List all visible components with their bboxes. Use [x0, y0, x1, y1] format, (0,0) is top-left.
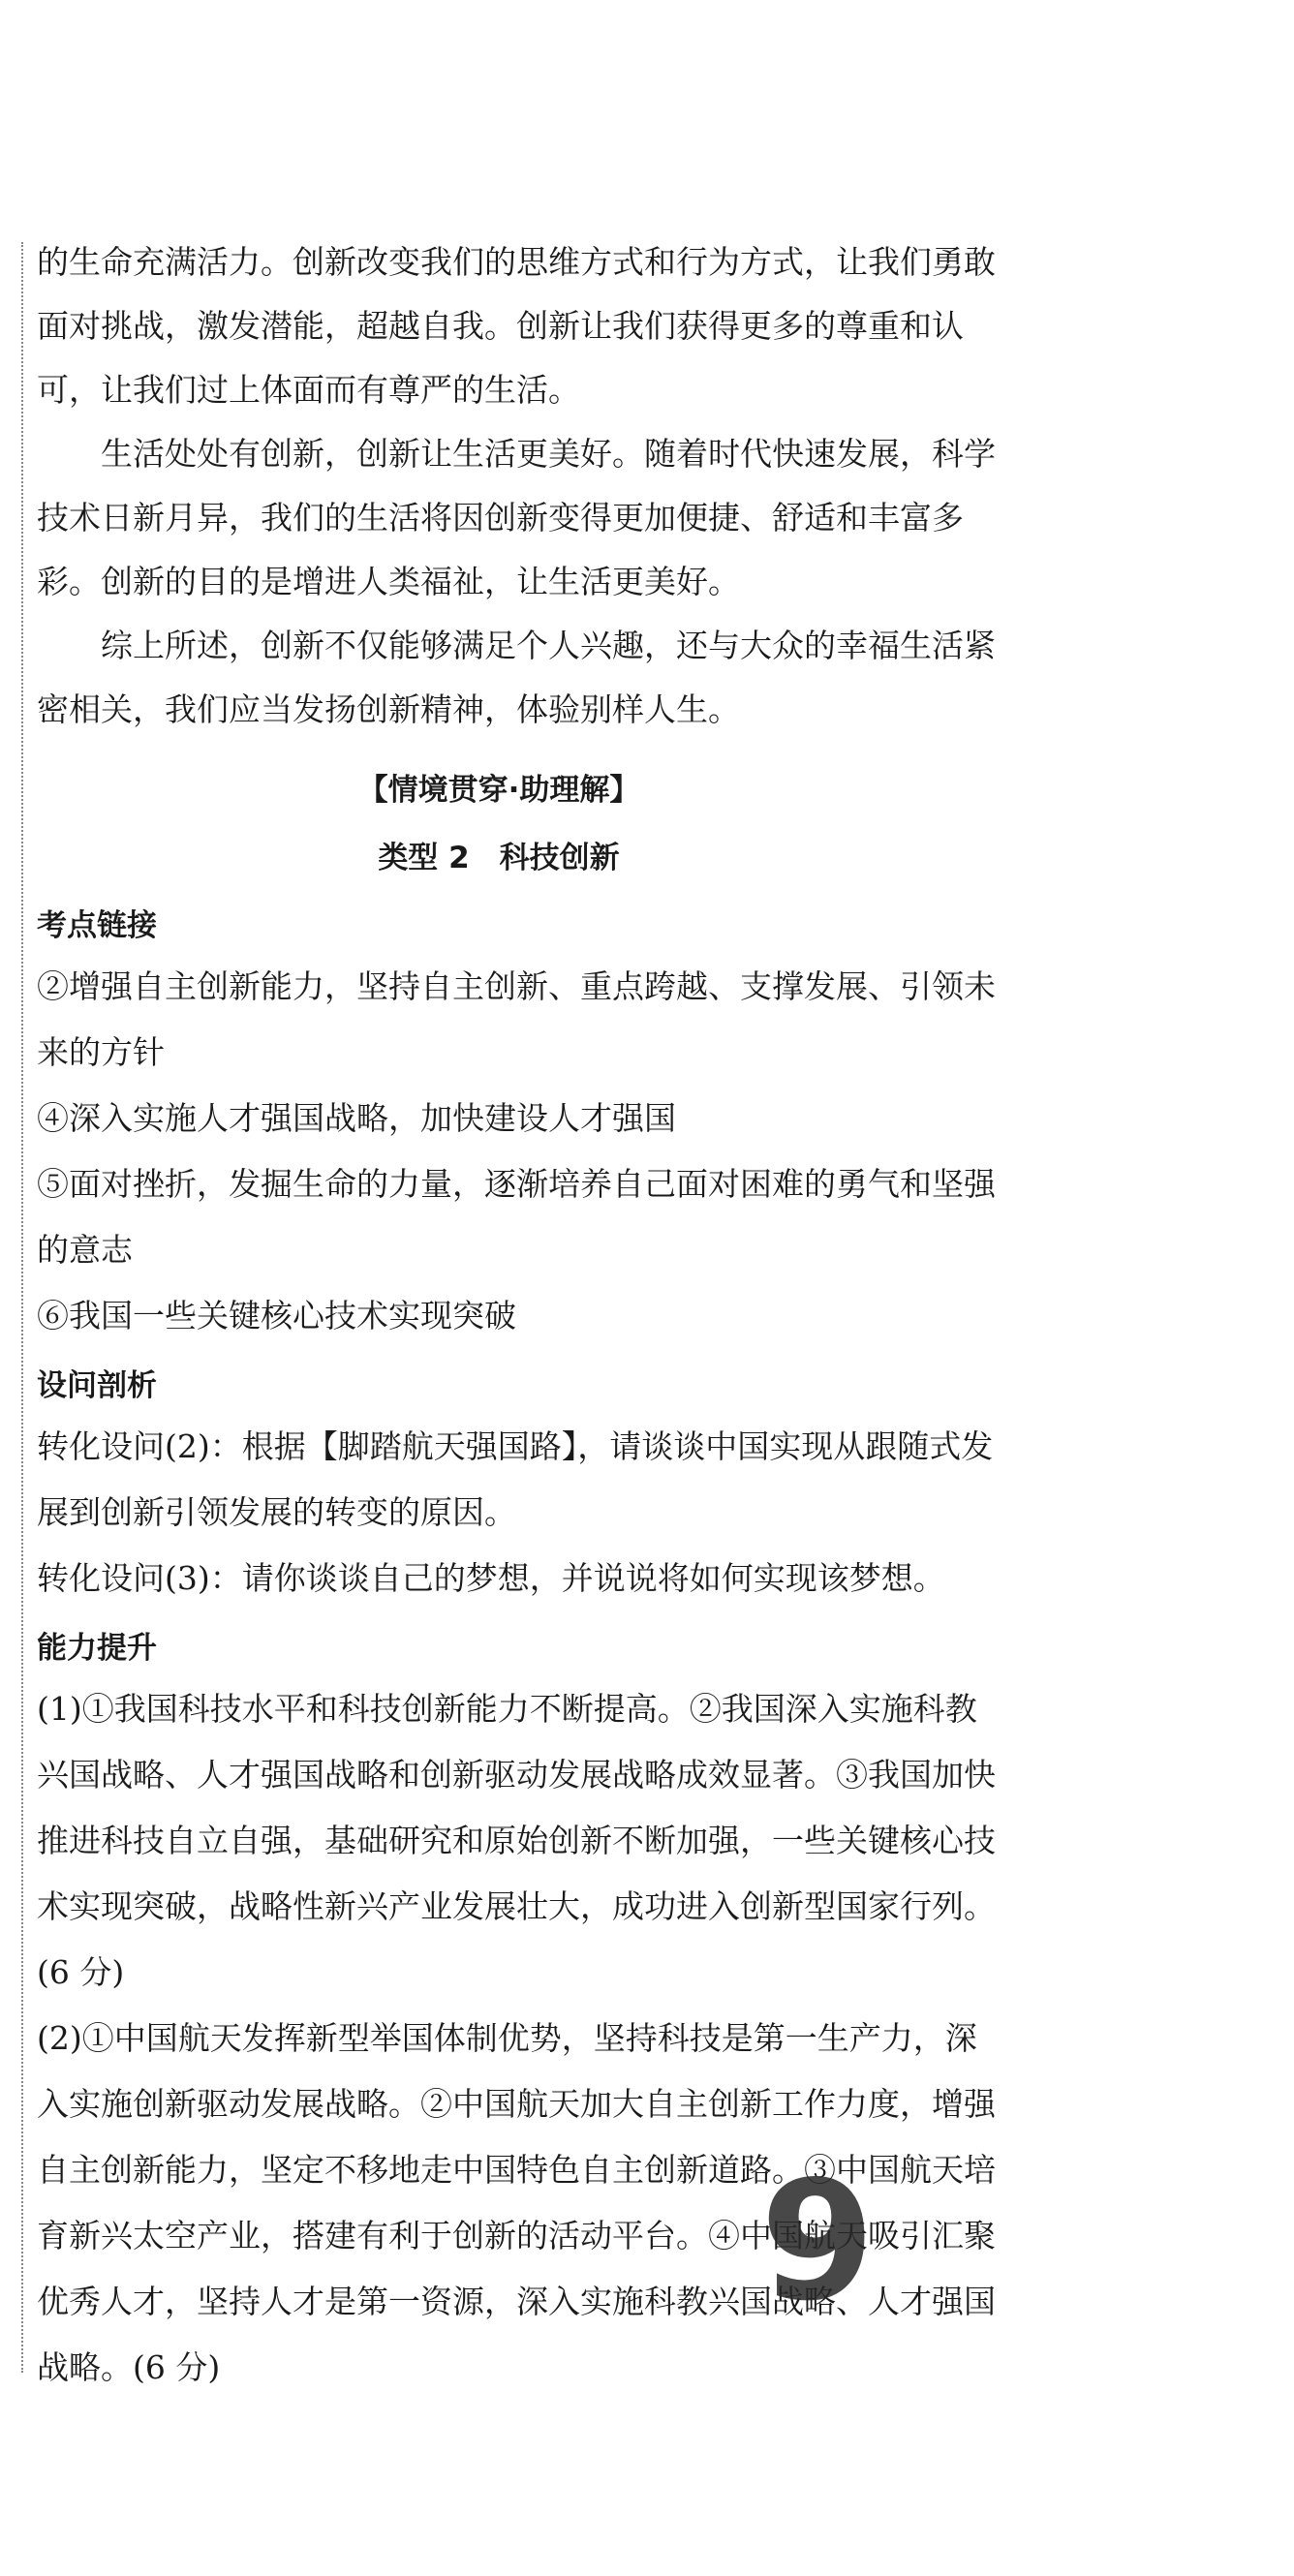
nengli-item-1: (1)①我国科技水平和科技创新能力不断提高。②我国深入实施科教兴国战略、人才强国战略和创新驱动发展战略成效显著。③我国加快推进科技自立自强，基础研究和原始创新不断加强，一些关键核心技术实现突破，战略性新兴产业发展壮大，成功进入创新型国家行列。(6 分): [37, 1690, 996, 1991]
nengli-item-2: (2)①中国航天发挥新型举国体制优势，坚持科技是第一生产力，深入实施创新驱动发展战略。②中国航天加大自主创新工作力度，增强自主创新能力，坚定不移地走中国特色自主创新道路。③中国航天培育新兴太空产业，搭建有利于创新的活动平台。④中国航天吸引汇聚优秀人才，坚持人才是第一资源，深入实施科教兴国战略、人才强国战略。(6 分): [37, 2019, 996, 2386]
type-title: 类型 2 科技创新: [378, 841, 620, 875]
page-number: 9: [760, 2146, 876, 2338]
kaodian-item-3: ⑤面对挫折，发掘生命的力量，逐渐培养自己面对困难的勇气和坚强的意志: [37, 1165, 996, 1269]
shewen-heading: 设问剖析: [37, 1368, 157, 1403]
paragraph-1: 的生命充满活力。创新改变我们的思维方式和行为方式，让我们勇敢面对挑战，激发潜能，超越自我。创新让我们获得更多的尊重和认可，让我们过上体面而有尊严的生活。: [37, 243, 996, 409]
shewen-item-2: 转化设问(3)：请你谈谈自己的梦想，并说说将如何实现该梦想。: [37, 1559, 945, 1597]
kaodian-item-2: ④深入实施人才强国战略，加快建设人才强国: [37, 1099, 676, 1137]
nengli-heading: 能力提升: [37, 1631, 157, 1666]
paragraph-2: 生活处处有创新，创新让生活更美好。随着时代快速发展，科学技术日新月异，我们的生活将因创新变得更加便捷、舒适和丰富多彩。创新的目的是增进人类福祉，让生活更美好。: [37, 435, 996, 600]
margin-dotted-line: [21, 242, 23, 2373]
kaodian-heading: 考点链接: [37, 908, 157, 943]
section-title: 【情境贯穿·助理解】: [357, 773, 640, 808]
shewen-item-1: 转化设问(2)：根据【脚踏航天强国路】，请谈谈中国实现从跟随式发展到创新引领发展的转变的原因。: [37, 1427, 994, 1531]
paragraph-3: 综上所述，创新不仅能够满足个人兴趣，还与大众的幸福生活紧密相关，我们应当发扬创新精神，体验别样人生。: [37, 627, 996, 728]
kaodian-item-1: ②增强自主创新能力，坚持自主创新、重点跨越、支撑发展、引领未来的方针: [37, 967, 996, 1071]
kaodian-item-4: ⑥我国一些关键核心技术实现突破: [37, 1297, 516, 1334]
